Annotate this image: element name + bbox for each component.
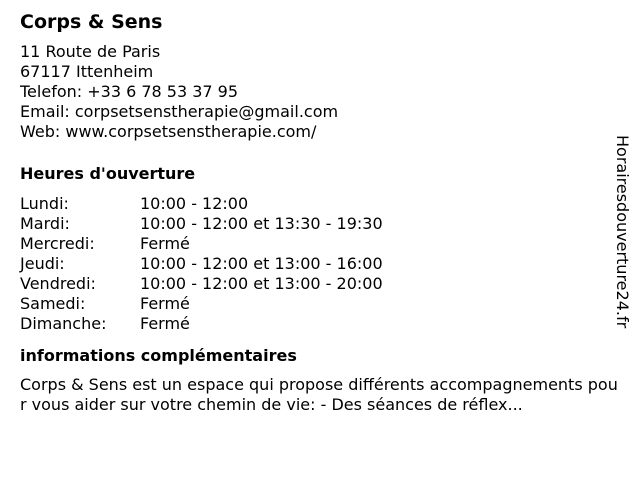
- time-value: 10:00 - 12:00 et 13:00 - 20:00: [140, 274, 383, 293]
- hours-row-monday: [20, 194, 610, 214]
- time-value: 10:00 - 12:00 et 13:30 - 19:30: [140, 214, 383, 233]
- day-label: Mercredi:: [20, 234, 95, 253]
- address-line-2: 67117 Ittenheim: [20, 62, 154, 81]
- day-label: Dimanche:: [20, 314, 107, 333]
- phone-line: Telefon: +33 6 78 53 37 95: [20, 82, 239, 101]
- watermark-text: Horairesdouverture24.fr: [613, 135, 632, 329]
- hours-row-tuesday: [20, 214, 610, 234]
- day-label: Mardi:: [20, 214, 70, 233]
- hours-row-sunday: [20, 314, 610, 334]
- hours-row-saturday: [20, 294, 610, 314]
- additional-info-text: Corps & Sens est un espace qui propose différents accompagnements pour vous aider sur votre chemin de vie: - Des séances de réflex...: [20, 375, 618, 414]
- web-line: Web: www.corpsetsenstherapie.com/: [20, 122, 317, 141]
- day-label: Samedi:: [20, 294, 86, 313]
- opening-hours-list: [20, 194, 610, 334]
- time-value: Fermé: [140, 314, 190, 333]
- time-value: Fermé: [140, 294, 190, 313]
- time-value: Fermé: [140, 234, 190, 253]
- address-line-1: 11 Route de Paris: [20, 42, 161, 61]
- hours-row-thursday: [20, 254, 610, 274]
- day-label: Vendredi:: [20, 274, 96, 293]
- day-label: Jeudi:: [20, 254, 65, 273]
- time-value: 10:00 - 12:00: [140, 194, 249, 213]
- hours-row-wednesday: [20, 234, 610, 254]
- business-name: Corps & Sens: [20, 11, 163, 33]
- day-label: Lundi:: [20, 194, 69, 213]
- time-value: 10:00 - 12:00 et 13:00 - 16:00: [140, 254, 383, 273]
- opening-hours-heading: Heures d'ouverture: [20, 164, 196, 183]
- email-line: Email: corpsetsenstherapie@gmail.com: [20, 102, 339, 121]
- business-card: [20, 10, 618, 415]
- additional-info-heading: informations complémentaires: [20, 346, 297, 365]
- hours-row-friday: [20, 274, 610, 294]
